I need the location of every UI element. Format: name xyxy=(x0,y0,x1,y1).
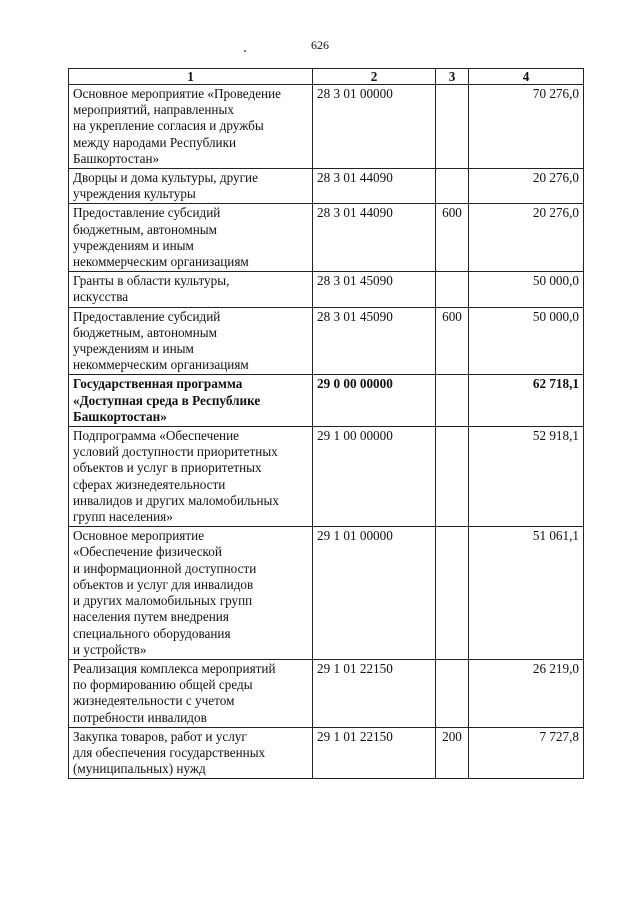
table-row xyxy=(69,169,584,204)
table-row xyxy=(69,272,584,307)
row-code-cell: 29 1 00 00000 xyxy=(313,427,436,527)
row-amount-cell: 51 061,1 xyxy=(469,527,584,660)
header-col-2: 2 xyxy=(313,69,436,85)
row-amount-cell: 7 727,8 xyxy=(469,727,584,779)
row-name-cell: Основное мероприятие «Проведение мероприятий, направленных на укрепление согласия и дружбы между народами Республики Башкортостан» xyxy=(69,85,313,169)
row-amount-cell: 26 219,0 xyxy=(469,659,584,727)
row-code-cell: 29 0 00 00000 xyxy=(313,375,436,427)
row-name-cell: Подпрограмма «Обеспечение условий доступности приоритетных объектов и услуг в приоритетных сферах жизнедеятельности инвалидов и других маломобильных групп населения» xyxy=(69,427,313,527)
row-code-cell: 29 1 01 00000 xyxy=(313,527,436,660)
row-expense-type-cell xyxy=(436,85,469,169)
row-expense-type-cell xyxy=(436,659,469,727)
table-header-row xyxy=(69,69,584,85)
table-row xyxy=(69,527,584,660)
row-name-cell: Реализация комплекса мероприятий по формированию общей среды жизнедеятельности с учетом потребности инвалидов xyxy=(69,659,313,727)
table-row xyxy=(69,727,584,779)
scan-speck xyxy=(244,50,246,52)
row-amount-cell: 50 000,0 xyxy=(469,272,584,307)
header-col-3: 3 xyxy=(436,69,469,85)
row-expense-type-cell xyxy=(436,527,469,660)
row-code-cell: 28 3 01 44090 xyxy=(313,204,436,272)
page-number: 626 xyxy=(311,38,329,52)
table-row xyxy=(69,427,584,527)
row-code-cell: 29 1 01 22150 xyxy=(313,659,436,727)
row-code-cell: 28 3 01 00000 xyxy=(313,85,436,169)
row-name-cell: Закупка товаров, работ и услуг для обеспечения государственных (муниципальных) нужд xyxy=(69,727,313,779)
row-expense-type-cell xyxy=(436,427,469,527)
row-expense-type-cell: 200 xyxy=(436,727,469,779)
row-expense-type-cell xyxy=(436,272,469,307)
row-code-cell: 29 1 01 22150 xyxy=(313,727,436,779)
row-code-cell: 28 3 01 45090 xyxy=(313,272,436,307)
row-expense-type-cell xyxy=(436,375,469,427)
row-code-cell: 28 3 01 44090 xyxy=(313,169,436,204)
row-amount-cell: 52 918,1 xyxy=(469,427,584,527)
row-amount-cell: 20 276,0 xyxy=(469,204,584,272)
table-row xyxy=(69,204,584,272)
row-name-cell: Предоставление субсидий бюджетным, автономным учреждениям и иным некоммерческим организациям xyxy=(69,204,313,272)
table-row xyxy=(69,307,584,375)
row-code-cell: 28 3 01 45090 xyxy=(313,307,436,375)
row-amount-cell: 50 000,0 xyxy=(469,307,584,375)
row-name-cell: Гранты в области культуры, искусства xyxy=(69,272,313,307)
row-amount-cell: 62 718,1 xyxy=(469,375,584,427)
table-row xyxy=(69,659,584,727)
header-col-4: 4 xyxy=(469,69,584,85)
row-amount-cell: 70 276,0 xyxy=(469,85,584,169)
row-expense-type-cell: 600 xyxy=(436,307,469,375)
table-body xyxy=(69,85,584,779)
row-name-cell: Государственная программа «Доступная среда в Республике Башкортостан» xyxy=(69,375,313,427)
header-col-1: 1 xyxy=(69,69,313,85)
row-name-cell: Дворцы и дома культуры, другие учреждения культуры xyxy=(69,169,313,204)
table-row xyxy=(69,375,584,427)
row-expense-type-cell: 600 xyxy=(436,204,469,272)
row-name-cell: Предоставление субсидий бюджетным, автономным учреждениям и иным некоммерческим организациям xyxy=(69,307,313,375)
table-row xyxy=(69,85,584,169)
row-name-cell: Основное мероприятие «Обеспечение физической и информационной доступности объектов и услуг для инвалидов и других маломобильных групп населения путем внедрения специального оборудования и устройств» xyxy=(69,527,313,660)
row-amount-cell: 20 276,0 xyxy=(469,169,584,204)
budget-table xyxy=(68,68,584,779)
row-expense-type-cell xyxy=(436,169,469,204)
